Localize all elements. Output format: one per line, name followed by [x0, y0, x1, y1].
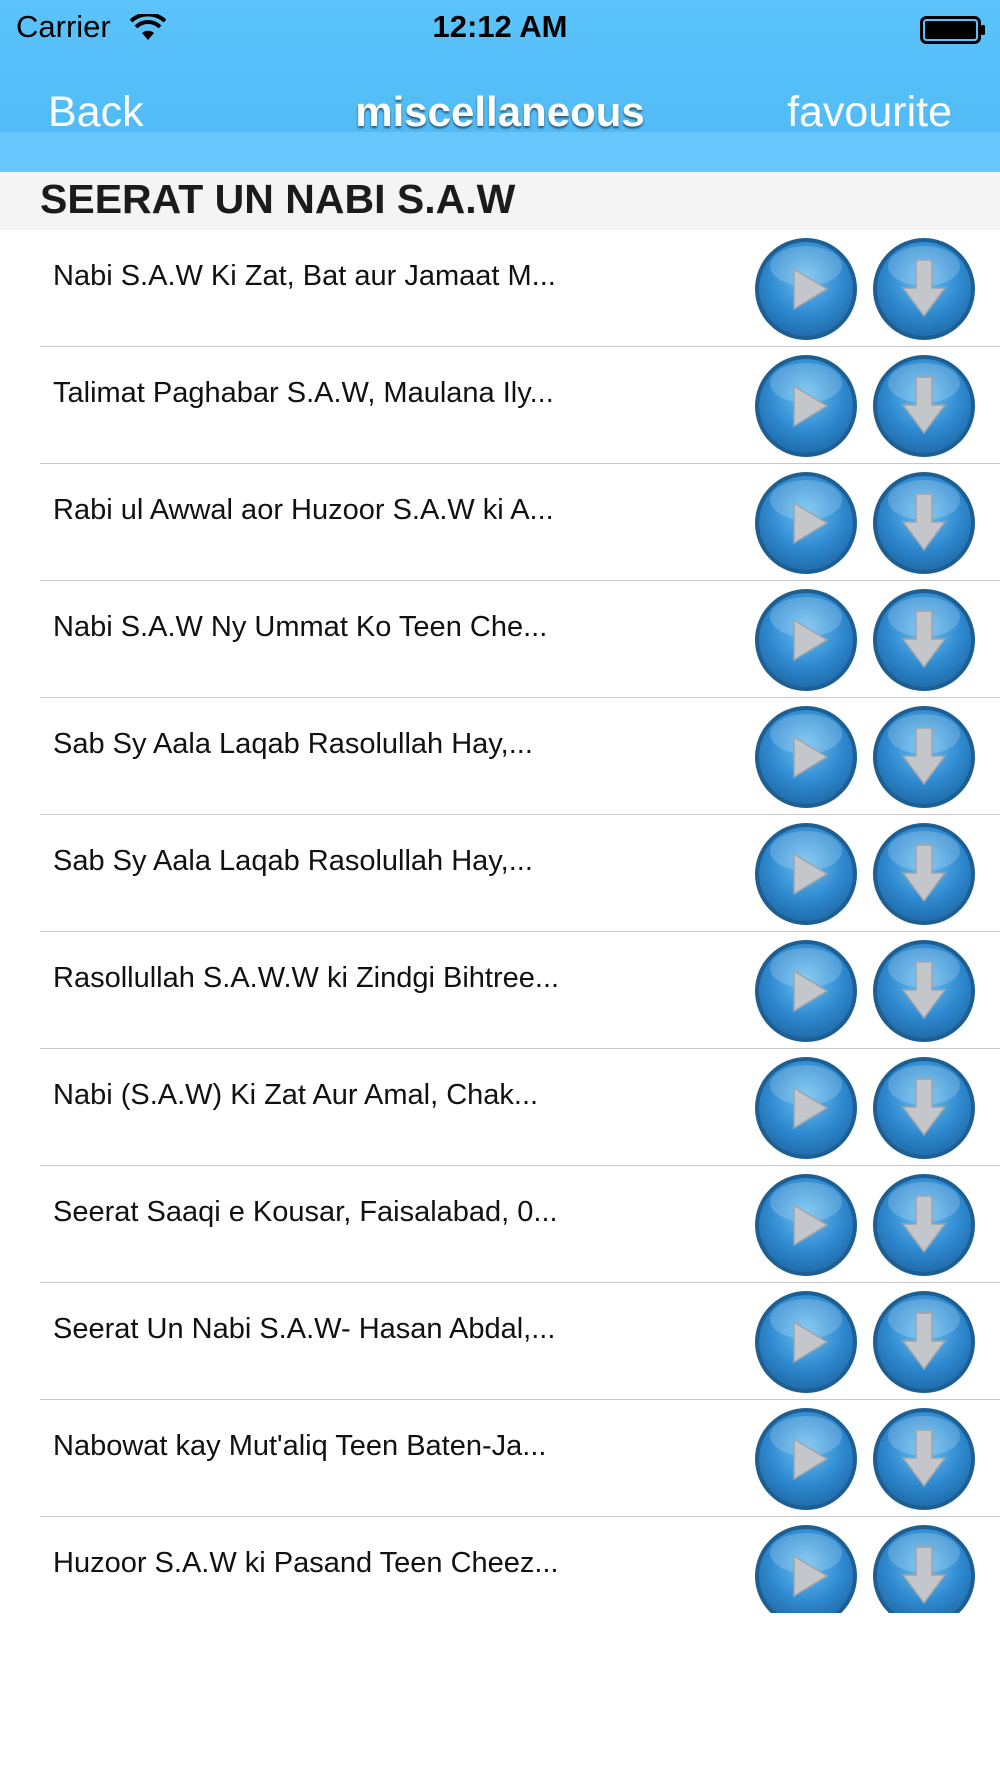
list-item-title: Seerat Saaqi e Kousar, Faisalabad, 0...: [53, 1196, 558, 1228]
download-button[interactable]: [871, 1406, 977, 1512]
download-arrow-icon: [871, 353, 977, 459]
list-item[interactable]: [0, 230, 1000, 347]
play-icon: [753, 1055, 859, 1161]
list-item[interactable]: [0, 464, 1000, 581]
download-button[interactable]: [871, 821, 977, 927]
play-icon: [753, 1289, 859, 1395]
play-icon: [753, 353, 859, 459]
list-item-title: Rabi ul Awwal aor Huzoor S.A.W ki A...: [53, 494, 554, 526]
download-button[interactable]: [871, 1055, 977, 1161]
section-header: [0, 172, 1000, 230]
navigation-bar: [0, 0, 1000, 172]
download-button[interactable]: [871, 1172, 977, 1278]
download-arrow-icon: [871, 587, 977, 693]
play-button[interactable]: [753, 587, 859, 693]
list-item[interactable]: [0, 1517, 1000, 1613]
list-item-title: Nabi S.A.W Ki Zat, Bat aur Jamaat M...: [53, 260, 556, 292]
play-button[interactable]: [753, 938, 859, 1044]
download-arrow-icon: [871, 1523, 977, 1613]
play-icon: [753, 470, 859, 576]
list-item-title: Sab Sy Aala Laqab Rasolullah Hay,...: [53, 728, 533, 760]
list-item[interactable]: [0, 1400, 1000, 1517]
play-button[interactable]: [753, 1406, 859, 1512]
download-arrow-icon: [871, 236, 977, 342]
download-button[interactable]: [871, 353, 977, 459]
download-button[interactable]: [871, 704, 977, 810]
list-item-title: Nabi S.A.W Ny Ummat Ko Teen Che...: [53, 611, 548, 643]
list-item[interactable]: [0, 1049, 1000, 1166]
play-button[interactable]: [753, 704, 859, 810]
play-button[interactable]: [753, 1055, 859, 1161]
play-icon: [753, 1406, 859, 1512]
list-item-title: Seerat Un Nabi S.A.W- Hasan Abdal,...: [53, 1313, 556, 1345]
list-item[interactable]: [0, 347, 1000, 464]
navigation-bar-lower-band: [0, 132, 1000, 172]
list-item-title: Nabi (S.A.W) Ki Zat Aur Amal, Chak...: [53, 1079, 539, 1111]
favourite-button[interactable]: favourite: [787, 88, 952, 136]
play-button[interactable]: [753, 1289, 859, 1395]
play-icon: [753, 704, 859, 810]
list-item-title: Sab Sy Aala Laqab Rasolullah Hay,...: [53, 845, 533, 877]
play-button[interactable]: [753, 821, 859, 927]
section-title: SEERAT UN NABI S.A.W: [40, 176, 516, 222]
download-button[interactable]: [871, 470, 977, 576]
list-item-title: Nabowat kay Mut'aliq Teen Baten-Ja...: [53, 1430, 547, 1462]
play-icon: [753, 821, 859, 927]
play-button[interactable]: [753, 353, 859, 459]
play-icon: [753, 587, 859, 693]
list-item-title: Talimat Paghabar S.A.W, Maulana Ily...: [53, 377, 554, 409]
status-bar: [0, 0, 1000, 56]
list-item[interactable]: [0, 932, 1000, 1049]
battery-icon: [920, 16, 986, 44]
list-item[interactable]: [0, 581, 1000, 698]
download-arrow-icon: [871, 470, 977, 576]
download-arrow-icon: [871, 1289, 977, 1395]
play-button[interactable]: [753, 1172, 859, 1278]
download-button[interactable]: [871, 1289, 977, 1395]
list-item[interactable]: [0, 815, 1000, 932]
play-button[interactable]: [753, 470, 859, 576]
download-arrow-icon: [871, 1406, 977, 1512]
list-item-title: Rasollullah S.A.W.W ki Zindgi Bihtree...: [53, 962, 560, 994]
download-button[interactable]: [871, 1523, 977, 1613]
play-icon: [753, 1523, 859, 1613]
download-arrow-icon: [871, 821, 977, 927]
download-button[interactable]: [871, 236, 977, 342]
play-button[interactable]: [753, 236, 859, 342]
back-button[interactable]: Back: [48, 88, 144, 136]
audio-list[interactable]: [0, 230, 1000, 1613]
play-button[interactable]: [753, 1523, 859, 1613]
status-time: 12:12 AM: [432, 9, 568, 44]
list-item[interactable]: [0, 1166, 1000, 1283]
download-arrow-icon: [871, 938, 977, 1044]
carrier-label: Carrier: [16, 9, 111, 44]
play-icon: [753, 938, 859, 1044]
download-arrow-icon: [871, 704, 977, 810]
download-arrow-icon: [871, 1172, 977, 1278]
list-item[interactable]: [0, 1283, 1000, 1400]
play-icon: [753, 236, 859, 342]
download-arrow-icon: [871, 1055, 977, 1161]
download-button[interactable]: [871, 938, 977, 1044]
list-item[interactable]: [0, 698, 1000, 815]
page-title: miscellaneous: [355, 88, 645, 135]
download-button[interactable]: [871, 587, 977, 693]
list-item-title: Huzoor S.A.W ki Pasand Teen Cheez...: [53, 1547, 559, 1579]
play-icon: [753, 1172, 859, 1278]
